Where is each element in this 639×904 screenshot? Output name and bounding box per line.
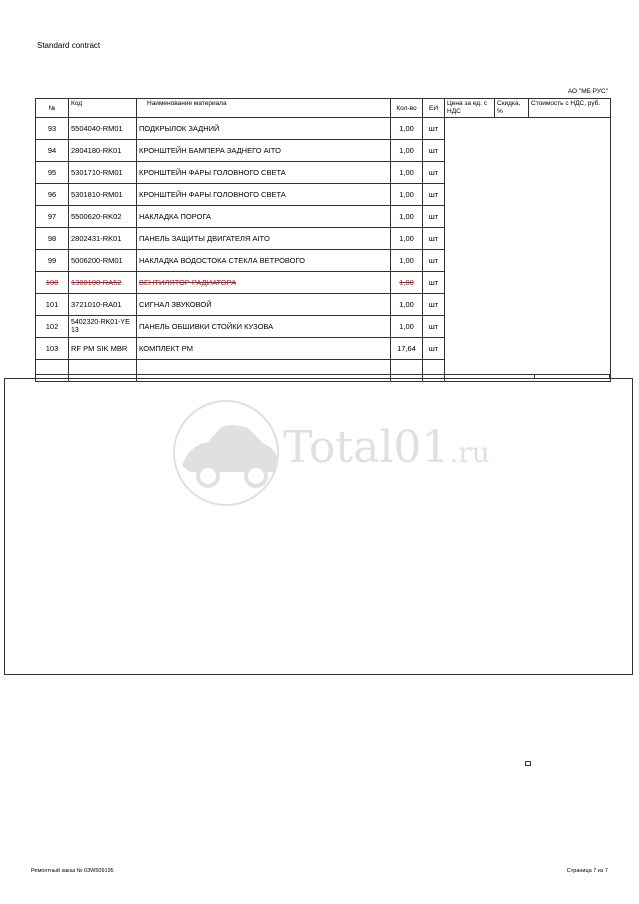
row-code: 5500620-RK02: [69, 206, 137, 228]
row-num: 93: [36, 118, 69, 140]
row-qty: 1,00: [391, 184, 423, 206]
row-qty: 1,00: [391, 228, 423, 250]
row-code: 2802431-RK01: [69, 228, 137, 250]
row-name: КРОНШТЕЙН ФАРЫ ГОЛОВНОГО СВЕТА: [137, 184, 391, 206]
row-qty: 1,00: [391, 206, 423, 228]
row-unit: шт: [423, 118, 445, 140]
row-unit: шт: [423, 206, 445, 228]
row-qty: 1,00: [391, 294, 423, 316]
header-total: Стоимость с НДС, руб.: [529, 99, 611, 118]
row-name: НАКЛАДКА ВОДОСТОКА СТЕКЛА ВЕТРОВОГО: [137, 250, 391, 272]
row-code: 3721010-RA01: [69, 294, 137, 316]
row-num: 99: [36, 250, 69, 272]
row-name: ВЕНТИЛЯТОР РАДИАТОРА: [137, 272, 391, 294]
footer-order-number: Ремонтный заказ № 03W509195: [31, 868, 114, 874]
header-num: №: [36, 99, 69, 118]
row-unit: шт: [423, 140, 445, 162]
row-qty: 1,00: [391, 250, 423, 272]
row-num: 101: [36, 294, 69, 316]
row-num: 96: [36, 184, 69, 206]
row-code: RF PM SIK MBR: [69, 338, 137, 360]
row-unit: шт: [423, 162, 445, 184]
row-name: ПАНЕЛЬ ОБШИВКИ СТОЙКИ КУЗОВА: [137, 316, 391, 338]
row-unit: шт: [423, 184, 445, 206]
row-qty: 1,00: [391, 316, 423, 338]
car-logo-icon: [168, 398, 288, 508]
header-qty: Кол-во: [391, 99, 423, 118]
row-unit: шт: [423, 250, 445, 272]
materials-table: [35, 98, 611, 382]
row-num: 100: [36, 272, 69, 294]
row-code: 5301810-RM01: [69, 184, 137, 206]
header-price: Цена за ед. с НДС: [445, 99, 495, 118]
table-row: [36, 118, 611, 140]
row-unit: шт: [423, 294, 445, 316]
row-code: 2804180-RK01: [69, 140, 137, 162]
row-unit: шт: [423, 272, 445, 294]
header-unit: ЕИ: [423, 99, 445, 118]
row-code: 5402320-RK01-YE 13: [69, 316, 137, 338]
row-name: СИГНАЛ ЗВУКОВОЙ: [137, 294, 391, 316]
watermark-text: Total01.ru: [283, 422, 490, 473]
row-code: 5301710-RM01: [69, 162, 137, 184]
price-area: [445, 118, 611, 382]
row-qty: 1,00: [391, 162, 423, 184]
organization-name: АО "МБ РУС": [567, 88, 608, 95]
row-name: НАКЛАДКА ПОРОГА: [137, 206, 391, 228]
row-name: КРОНШТЕЙН БАМПЕРА ЗАДНЕГО AITO: [137, 140, 391, 162]
footer-page-number: Страница 7 из 7: [566, 868, 608, 874]
header-name: Наименование материала: [137, 99, 391, 118]
row-num: 102: [36, 316, 69, 338]
table-header-row: [36, 99, 611, 118]
row-name: ПОДКРЫЛОК ЗАДНИЙ: [137, 118, 391, 140]
row-num: 98: [36, 228, 69, 250]
row-unit: шт: [423, 338, 445, 360]
small-marker: [525, 761, 531, 766]
row-num: 95: [36, 162, 69, 184]
header-code: Код: [69, 99, 137, 118]
row-name: КОМПЛЕКТ PM: [137, 338, 391, 360]
row-qty: 17,64: [391, 338, 423, 360]
row-qty: 1,00: [391, 140, 423, 162]
row-num: 103: [36, 338, 69, 360]
row-unit: шт: [423, 228, 445, 250]
watermark: [168, 398, 490, 508]
row-name: ПАНЕЛЬ ЗАЩИТЫ ДВИГАТЕЛЯ AITO: [137, 228, 391, 250]
document-title: Standard contract: [37, 41, 101, 50]
row-code: 5504040-RM01: [69, 118, 137, 140]
row-code: 1308100-RA52: [69, 272, 137, 294]
row-unit: шт: [423, 316, 445, 338]
row-num: 94: [36, 140, 69, 162]
row-num: 97: [36, 206, 69, 228]
row-name: КРОНШТЕЙН ФАРЫ ГОЛОВНОГО СВЕТА: [137, 162, 391, 184]
row-qty: 1,00: [391, 272, 423, 294]
header-discount: Скидка, %: [495, 99, 529, 118]
row-qty: 1,00: [391, 118, 423, 140]
row-code: 5006200-RM01: [69, 250, 137, 272]
